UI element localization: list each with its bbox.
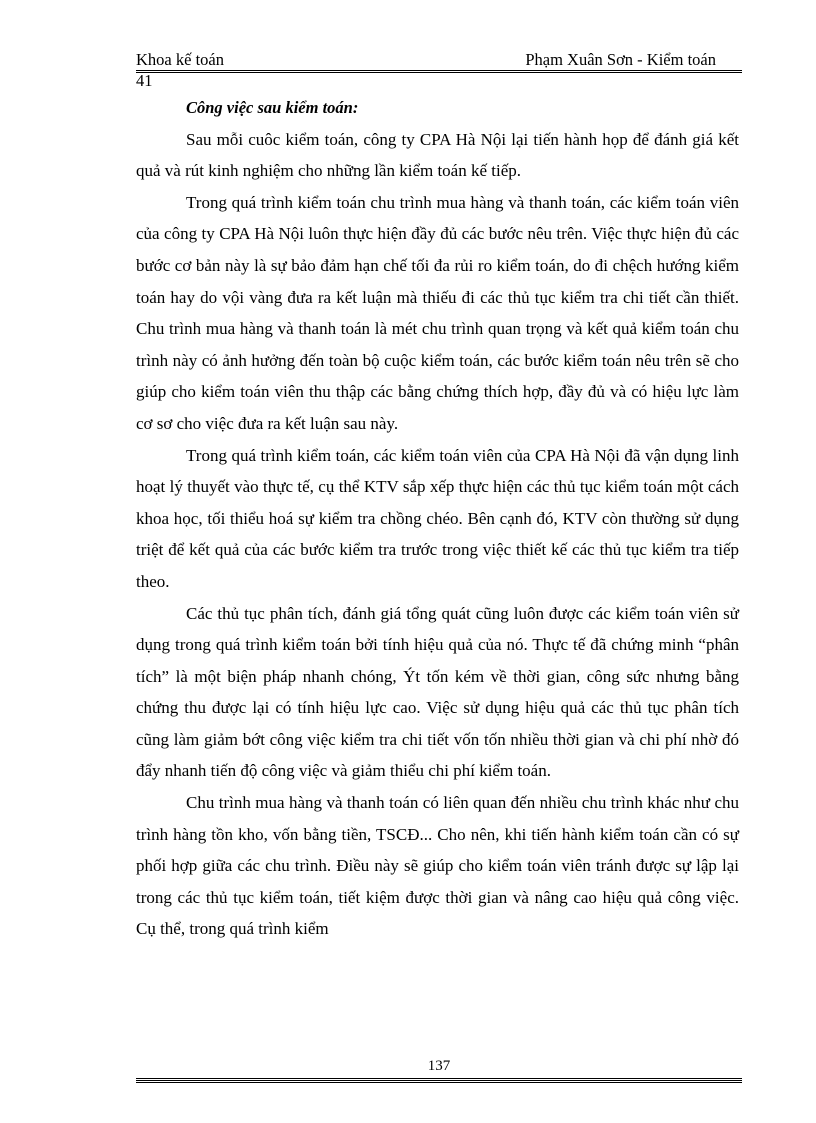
paragraph-2: Trong quá trình kiểm toán chu trình mua hàng và thanh toán, các kiểm toán viên của công ty CPA Hà Nội luôn thực hiện đầy đủ các bước nêu trên. Việc thực hiện đủ các bước cơ bản này là sự bảo đảm hạn chế tối đa rủi ro kiểm toán, do đi chệch hướng kiểm toán hay do vội vàng đưa ra kết luận mà thiếu đi các thủ tục kiểm tra chi tiết cần thiết. Chu trình mua hàng và thanh toán là mét chu trình quan trọng và kết quả kiểm toán chu trình này có ảnh hưởng đến toàn bộ cuộc kiểm toán, các bước kiểm toán nêu trên sẽ cho giúp cho kiểm toán viên thu thập các bằng chứng thích hợp, đầy đủ và có hiệu lực làm cơ sơ cho việc đưa ra kết luận sau này.	[136, 192, 739, 433]
footer-rule-1	[136, 1078, 742, 1079]
header-rule-top	[136, 70, 742, 71]
paragraph-4: Các thủ tục phân tích, đánh giá tổng quát cũng luôn được các kiểm toán viên sử dụng trong quá trình kiểm toán bởi tính hiệu quả của nó. Thực tế đã chứng minh “phân tích” là một biện pháp nhanh chóng, Ýt tốn kém về thời gian, công sức nhưng bằng chứng thu được lại có tính hiệu lực cao. Việc sử dụng hiệu quả các thủ tục phân tích cũng làm giảm bớt công việc kiểm tra chi tiết vốn tốn nhiều thời gian và chi phí nhờ đó đẩy nhanh tiến độ công việc và giảm thiểu chi phí kiểm toán.	[136, 603, 739, 781]
paragraph-1: Sau mỗi cuôc kiểm toán, công ty CPA Hà Nội lại tiến hành họp để đánh giá kết quả và rút kinh nghiệm cho những lần kiểm toán kế tiếp.	[136, 129, 739, 181]
header-author: Phạm Xuân Sơn - Kiểm toán	[525, 50, 716, 69]
paragraph-3: Trong quá trình kiểm toán, các kiểm toán viên của CPA Hà Nội đã vận dụng linh hoạt lý thuyết vào thực tế, cụ thể KTV sắp xếp thực hiện các thủ tục kiểm toán một cách khoa học, tối thiểu hoá sự kiểm tra chồng chéo. Bên cạnh đó, KTV còn thường sử dụng triệt để kết quả của các bước kiểm tra trước trong việc thiết kế các thủ tục kiểm tra tiếp theo.	[136, 445, 739, 591]
footer-rule-2	[136, 1080, 742, 1081]
header-department: Khoa kế toán	[136, 50, 224, 69]
document-body	[136, 92, 739, 945]
header-number: 41	[136, 71, 153, 90]
page-header	[136, 50, 742, 70]
section-heading: Công việc sau kiểm toán:	[186, 98, 359, 117]
page-number: 137	[427, 1058, 451, 1074]
paragraph-5: Chu trình mua hàng và thanh toán có liên quan đến nhiều chu trình khác như chu trình hàng tồn kho, vốn bằng tiền, TSCĐ... Cho nên, khi tiến hành kiểm toán cần có sự phối hợp giữa các chu trình. Điều này sẽ giúp cho kiểm toán viên tránh được sự lập lại trong các thủ tục kiểm toán, tiết kiệm được thời gian và nâng cao hiệu quả công việc. Cụ thể, trong quá trình kiểm	[136, 793, 739, 939]
footer-rule-3	[136, 1082, 742, 1083]
header-rule-bottom	[136, 72, 742, 73]
